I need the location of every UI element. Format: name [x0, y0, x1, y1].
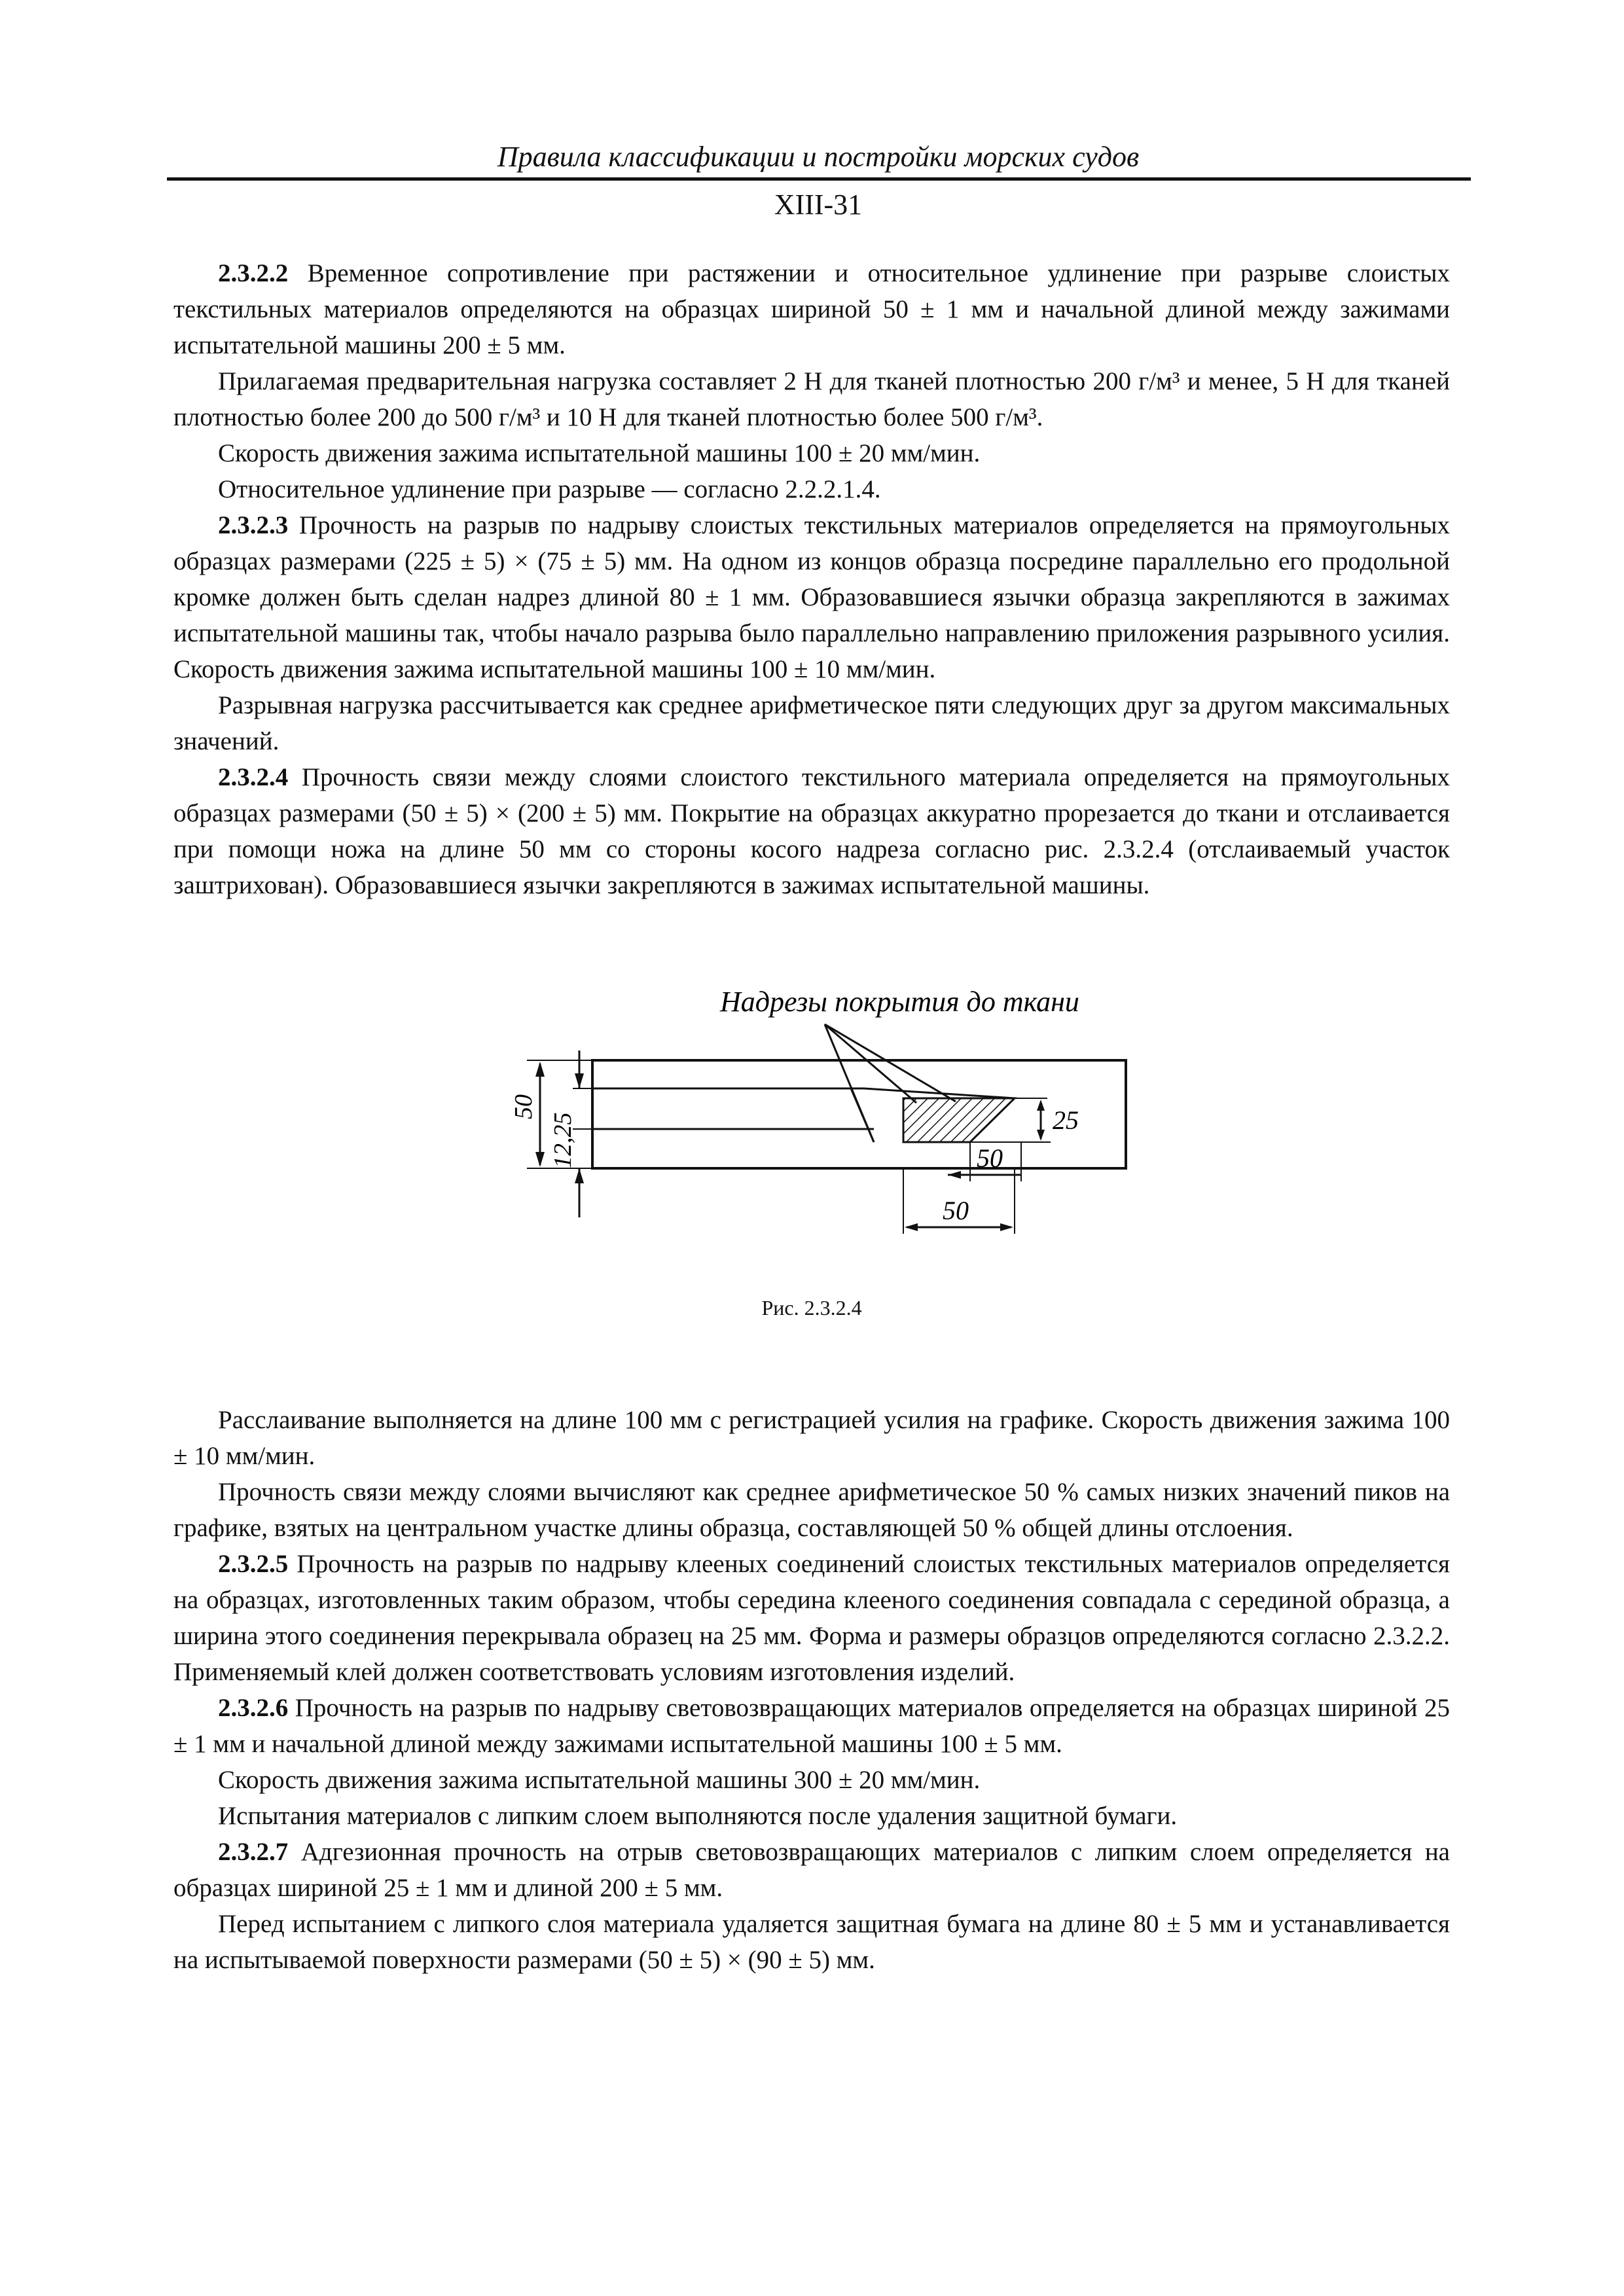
- dim-label-25: 25: [1053, 1105, 1079, 1135]
- arrowhead: [905, 1223, 918, 1231]
- paragraph-text: Адгезионная прочность на отрыв световозвращающих материалов с липким слоем определяется на образцах шириной 25 ± 1 мм и длиной 200 ± 5 мм.: [173, 1838, 1450, 1902]
- section-number: 2.3.2.7: [218, 1838, 289, 1866]
- paragraph-text: Перед испытанием с липкого слоя материала удаляется защитная бумага на длине 80 ± 5 мм и устанавливается на испытываемой поверхности размерами (50 ± 5) × (90 ± 5) мм.: [173, 1910, 1450, 1974]
- paragraph-text: Временное сопротивление при растяжении и относительное удлинение при разрыве слоистых текстильных материалов определяются на образцах шириной 50 ± 1 мм и начальной длиной между зажимами испытательной машины 200 ± 5 мм.: [173, 259, 1450, 359]
- paragraph: [173, 471, 1450, 507]
- paragraph: [173, 1798, 1450, 1834]
- paragraph-text: Прочность связи между слоями слоистого текстильного материала определяется на прямоугольных образцах размерами (50 ± 5) × (200 ± 5) мм. Покрытие на образцах аккуратно прорезается до ткани и отслаивается при помощи ножа на длине 50 мм со стороны косого надреза согласно рис. 2.3.2.4 (отслаиваемый участок заштрихован). Образовавшиеся язычки закрепляются в зажимах испытательной машины.: [173, 763, 1450, 899]
- tongue-edge: [851, 1088, 874, 1142]
- specimen-outline: [592, 1060, 1126, 1168]
- dim-label-50: 50: [510, 1094, 537, 1119]
- section-number: 2.3.2.6: [218, 1694, 289, 1722]
- arrowhead: [1037, 1130, 1045, 1141]
- peeled-area-hatched: [903, 1098, 1015, 1142]
- specimen-diagram: [458, 978, 1244, 1253]
- dim-label-50-inner: 50: [977, 1143, 1003, 1173]
- figure-specimen-drawing: [458, 978, 1244, 1253]
- dim-label-12-25: 12,25: [549, 1112, 577, 1168]
- paragraph: [173, 1474, 1450, 1546]
- text-block-top: [173, 255, 1450, 903]
- arrowhead: [948, 1171, 961, 1179]
- paragraph: [173, 435, 1450, 471]
- paragraph: [173, 507, 1450, 687]
- paragraph: [173, 1762, 1450, 1798]
- figure-caption: Рис. 2.3.2.4: [761, 1296, 862, 1319]
- paragraph-text: Расслаивание выполняется на длине 100 мм с регистрацией усилия на графике. Скорость движения зажима 100 ± 10 мм/мин.: [173, 1406, 1450, 1470]
- section-number: 2.3.2.5: [218, 1550, 289, 1578]
- arrowhead: [575, 1168, 584, 1183]
- page-number: XIII-31: [774, 188, 863, 221]
- section-number: 2.3.2.4: [218, 763, 289, 791]
- paragraph: [173, 1906, 1450, 1978]
- paragraph-text: Относительное удлинение при разрыве — согласно 2.2.2.1.4.: [218, 475, 881, 503]
- paragraph: [173, 1834, 1450, 1906]
- paragraph-text: Прочность на разрыв по надрыву световозвращающих материалов определяется на образцах шириной 25 ± 1 мм и начальной длиной между зажимами испытательной машины 100 ± 5 мм.: [173, 1694, 1450, 1758]
- paragraph: [173, 1690, 1450, 1762]
- section-number: 2.3.2.3: [218, 511, 289, 539]
- dim-label-50-bottom: 50: [943, 1196, 969, 1225]
- arrowhead: [1000, 1223, 1013, 1231]
- paragraph-text: Скорость движения зажима испытательной машины 100 ± 20 мм/мин.: [218, 439, 981, 467]
- paragraph: [173, 759, 1450, 903]
- paragraph: [173, 687, 1450, 759]
- section-number: 2.3.2.2: [218, 259, 289, 287]
- paragraph: [173, 1546, 1450, 1690]
- paragraph-text: Прочность на разрыв по надрыву слоистых текстильных материалов определяется на прямоугольных образцах размерами (225 ± 5) × (75 ± 5) мм. На одном из концов образца посредине параллельно его продольной кромке должен быть сделан надрез длиной 80 ± 1 мм. Образовавшиеся язычки образца закрепляются в зажимах испытательной машины так, чтобы начало разрыва было параллельно направлению приложения разрывного усилия. Скорость движения зажима испытательной машины 100 ± 10 мм/мин.: [173, 511, 1450, 683]
- text-block-bottom: [173, 1402, 1450, 1978]
- paragraph: [173, 255, 1450, 363]
- running-header-title: Правила классификации и постройки морских судов: [497, 141, 1140, 173]
- paragraph-text: Прилагаемая предварительная нагрузка составляет 2 Н для тканей плотностью 200 г/м³ и менее, 5 Н для тканей плотностью более 200 до 500 г/м³ и 10 Н для тканей плотностью более 500 г/м³.: [173, 367, 1450, 431]
- arrowhead: [575, 1073, 584, 1088]
- arrowhead: [535, 1152, 545, 1167]
- paragraph-text: Прочность на разрыв по надрыву клееных соединений слоистых текстильных материалов определяется на образцах, изготовленных таким образом, чтобы середина клееного соединения совпадала с серединой образца, а ширина этого соединения перекрывала образец на 25 мм. Форма и размеры образцов определяются согласно 2.3.2.2. Применяемый клей должен соответствовать условиям изготовления изделий.: [173, 1550, 1450, 1686]
- arrowhead: [1037, 1100, 1045, 1111]
- arrowhead: [535, 1062, 545, 1077]
- paragraph-text: Скорость движения зажима испытательной машины 300 ± 20 мм/мин.: [218, 1766, 981, 1794]
- paragraph-text: Разрывная нагрузка рассчитывается как среднее арифметическое пяти следующих друг за другом максимальных значений.: [173, 691, 1450, 755]
- paragraph: [173, 363, 1450, 435]
- paragraph-text: Испытания материалов с липким слоем выполняются после удаления защитной бумаги.: [218, 1802, 1178, 1830]
- slant-cut: [864, 1088, 1015, 1098]
- paragraph-text: Прочность связи между слоями вычисляют как среднее арифметическое 50 % самых низких значений пиков на графике, взятых на центральном участке длины образца, составляющей 50 % общей длины отслоения.: [173, 1478, 1450, 1542]
- figure-label: Надрезы покрытия до ткани: [720, 986, 1079, 1018]
- paragraph: [173, 1402, 1450, 1474]
- header-rule: [167, 177, 1471, 181]
